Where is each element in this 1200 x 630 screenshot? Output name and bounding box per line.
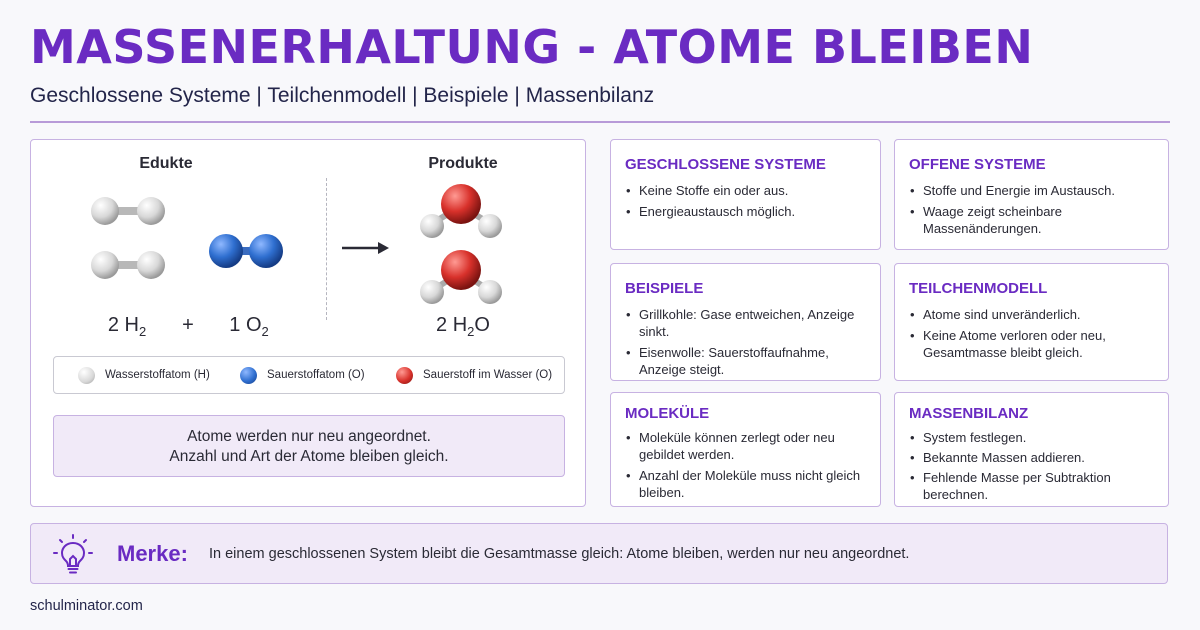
- card-title: MASSENBILANZ: [909, 405, 1029, 422]
- card-list: [625, 429, 870, 505]
- card-title: MOLEKÜLE: [625, 405, 710, 422]
- card-list: [909, 182, 1158, 241]
- list-item: • Grillkohle: Gase entweichen, Anzeige sinkt.: [625, 306, 870, 340]
- hydrogen-atom: [420, 214, 444, 238]
- oxygen-atom-icon: [240, 367, 257, 384]
- hydrogen-atom: [91, 251, 119, 279]
- hydrogen-atom: [420, 280, 444, 304]
- hydrogen-atom: [478, 214, 502, 238]
- h2-molecule: [91, 197, 165, 225]
- reaction-arrow-icon: [342, 242, 389, 254]
- card-title: BEISPIELE: [625, 280, 704, 297]
- atom-legend: [53, 356, 565, 394]
- card-massenbilanz: [894, 392, 1169, 507]
- list-item: • Keine Stoffe ein oder aus.: [625, 182, 870, 199]
- list-item: • Keine Atome verloren oder neu, Gesamtmasse bleibt gleich.: [909, 327, 1158, 361]
- card-geschlossene-systeme: [610, 139, 881, 250]
- card-list: [625, 182, 870, 224]
- formula-h2o: 2 $H_2O$: [436, 314, 490, 339]
- lightbulb-icon: [51, 533, 95, 577]
- note-line: Atome werden nur neu angeordnet.: [187, 428, 431, 445]
- products-label: Produkte: [428, 155, 498, 172]
- header-divider: [30, 121, 1170, 123]
- hydrogen-atom: [137, 251, 165, 279]
- merke-label: Merke:: [117, 541, 188, 566]
- merke-text: In einem geschlossenen System bleibt die Gesamtmasse gleich: Atome bleiben, werden nur neu angeordnet.: [209, 546, 910, 562]
- page-subtitle: Geschlossene Systeme | Teilchenmodell | Beispiele | Massenbilanz: [30, 84, 655, 107]
- h2-molecule: [91, 251, 165, 279]
- list-item: • Moleküle können zerlegt oder neu gebildet werden.: [625, 429, 870, 463]
- list-item: • Atome sind unveränderlich.: [909, 306, 1158, 323]
- oxygen-water-atom: [441, 184, 481, 224]
- atom-note: [53, 415, 565, 477]
- list-item: • Eisenwolle: Sauerstoffaufnahme, Anzeige steigt.: [625, 344, 870, 378]
- oxygen-atom: [249, 234, 283, 268]
- legend-item-oxygen-water: [396, 357, 552, 393]
- h2o-molecule: [420, 184, 502, 238]
- hydrogen-atom: [478, 280, 502, 304]
- card-teilchenmodell: [894, 263, 1169, 381]
- legend-label: Sauerstoffatom (O): [267, 369, 365, 381]
- card-title: OFFENE SYSTEME: [909, 156, 1046, 173]
- list-item: • Bekannte Massen addieren.: [909, 449, 1158, 466]
- h2o-molecule: [420, 250, 502, 304]
- hydrogen-atom-icon: [78, 367, 95, 384]
- page-title: MASSENERHALTUNG - ATOME BLEIBEN: [30, 20, 1034, 74]
- reactants-label: Edukte: [139, 155, 193, 172]
- legend-label: Wasserstoffatom (H): [105, 369, 210, 381]
- formula-o2: 1 $O_2$: [229, 314, 269, 339]
- list-item: • Anzahl der Moleküle muss nicht gleich bleiben.: [625, 467, 870, 501]
- merke-box: [30, 523, 1168, 584]
- list-item: • Energieaustausch möglich.: [625, 203, 870, 220]
- oxygen-atom: [209, 234, 243, 268]
- note-line: Anzahl und Art der Atome bleiben gleich.: [169, 448, 449, 465]
- list-item: • Waage zeigt scheinbare Massenänderungen.: [909, 203, 1158, 237]
- reaction-panel: [30, 139, 586, 507]
- oxygen-water-atom-icon: [396, 367, 413, 384]
- card-offene-systeme: [894, 139, 1169, 250]
- legend-item-oxygen: [240, 357, 365, 393]
- card-beispiele: [610, 263, 881, 381]
- card-list: [909, 429, 1158, 503]
- oxygen-water-atom: [441, 250, 481, 290]
- list-item: • Stoffe und Energie im Austausch.: [909, 182, 1158, 199]
- card-list: [625, 306, 870, 382]
- card-title: GESCHLOSSENE SYSTEME: [625, 156, 826, 173]
- formula-plus: +: [182, 314, 194, 336]
- o2-molecule: [209, 234, 283, 268]
- card-title: TEILCHENMODELL: [909, 280, 1048, 297]
- footer-link[interactable]: schulminator.com: [30, 598, 143, 614]
- hydrogen-atom: [91, 197, 119, 225]
- legend-label: Sauerstoff im Wasser (O): [423, 369, 553, 381]
- list-item: • System festlegen.: [909, 429, 1158, 446]
- card-molekuele: [610, 392, 881, 507]
- hydrogen-atom: [137, 197, 165, 225]
- card-list: [909, 306, 1158, 365]
- list-item: • Fehlende Masse per Subtraktion berechnen.: [909, 469, 1158, 503]
- legend-item-hydrogen: [78, 357, 210, 393]
- formula-h2: 2 $H_2$: [107, 314, 147, 339]
